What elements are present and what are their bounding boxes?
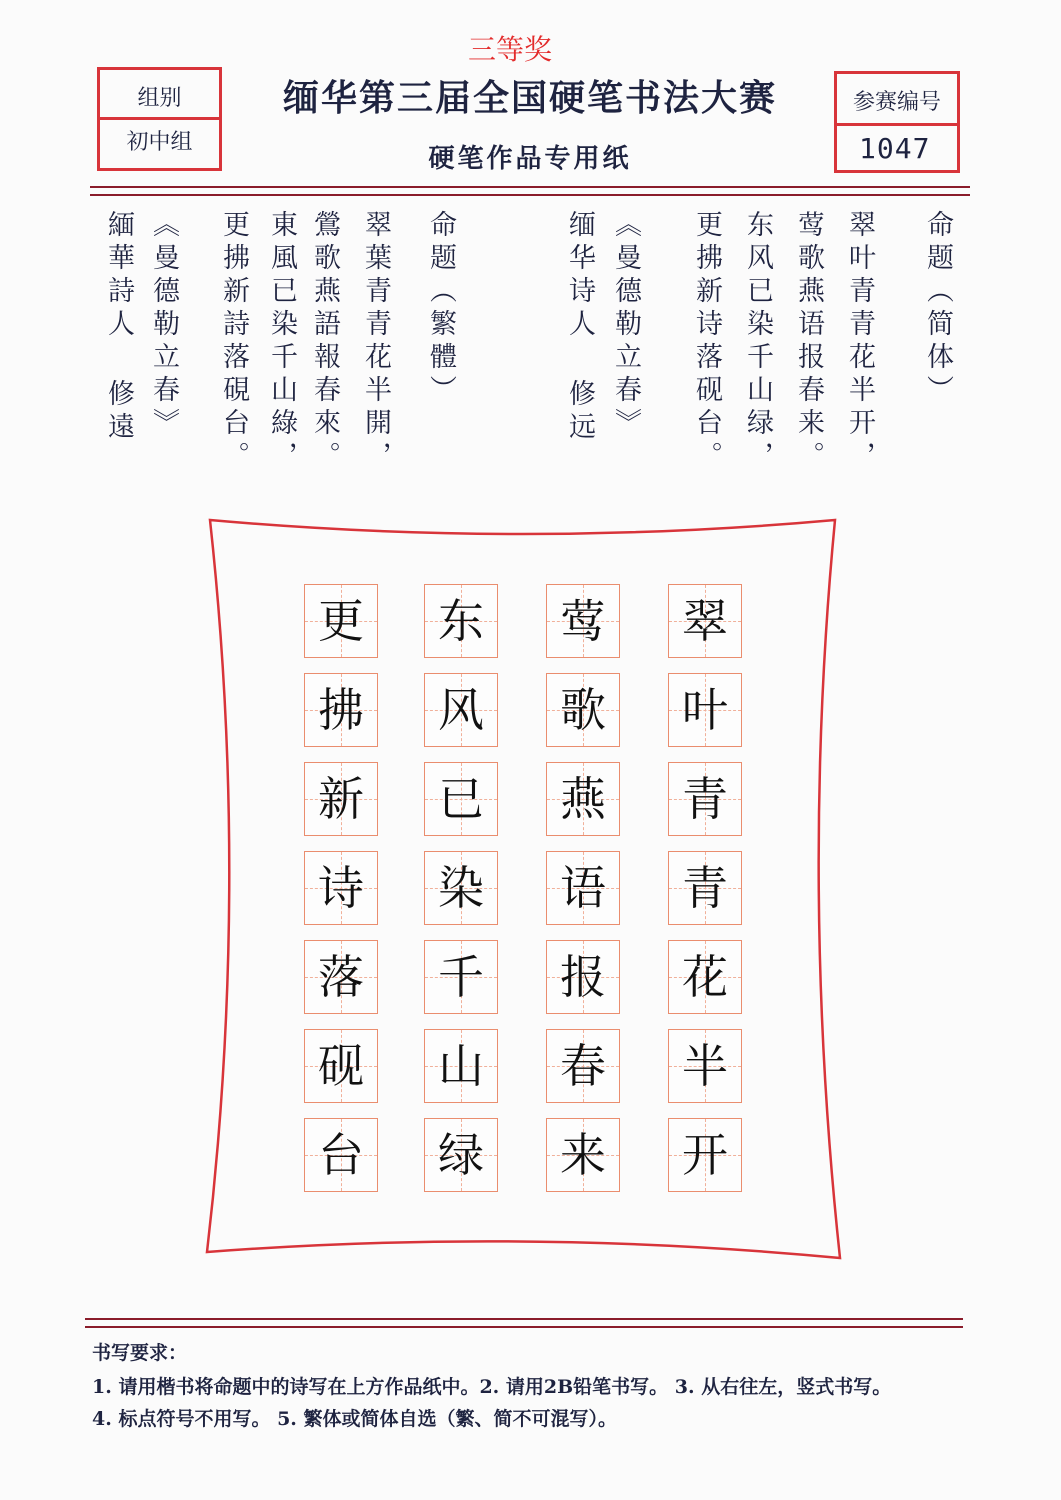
grid-cell [304,851,378,925]
grid-char: 落 [318,950,364,1004]
grid-char: 半 [682,1039,728,1093]
grid-cell [668,673,742,747]
entry-id-label: 参赛编号 [837,74,957,126]
traditional-line-2: 鶯歌燕語報春來。 [309,210,340,474]
grid-cell [668,940,742,1014]
traditional-line-1: 翠葉青青花半開， [360,210,391,474]
traditional-line-4: 更拂新詩落硯台。 [218,210,249,474]
grid-cell [304,1118,378,1192]
grid-char: 拂 [318,683,364,737]
entry-id-box [834,71,960,173]
footer-rule-top [85,1318,963,1320]
header-rule-bottom [90,194,970,196]
group-box [97,67,222,171]
grid-cell [546,584,620,658]
grid-cell [304,584,378,658]
grid-cell [424,851,498,925]
grid-char: 东 [438,594,484,648]
grid-char: 绿 [438,1128,484,1182]
simplified-line-1: 翠叶青青花半开， [844,210,875,474]
grid-char: 山 [438,1039,484,1093]
grid-char: 千 [438,950,484,1004]
grid-char: 诗 [318,861,364,915]
grid-cell [304,673,378,747]
simplified-line-3: 东风已染千山绿， [742,210,773,474]
requirements-title: 书写要求： [92,1342,188,1364]
grid-cell [546,673,620,747]
group-label: 组别 [100,70,219,120]
grid-cell [668,1029,742,1103]
grid-cell [546,762,620,836]
grid-char: 风 [438,683,484,737]
traditional-line-3: 東風已染千山綠， [266,210,297,474]
grid-cell [546,851,620,925]
grid-cell [424,1118,498,1192]
grid-char: 开 [682,1128,728,1182]
grid-cell [546,1029,620,1103]
grid-char: 砚 [318,1039,364,1093]
grid-char: 叶 [682,683,728,737]
grid-char: 新 [318,772,364,826]
grid-cell [304,762,378,836]
header-rule-top [90,186,970,188]
simplified-heading: 命题（简体） [922,210,953,408]
page-subtitle: 硬笔作品专用纸 [428,144,632,174]
simplified-line-2: 莺歌燕语报春来。 [793,210,824,474]
grid-cell [668,584,742,658]
grid-cell [424,940,498,1014]
grid-char: 更 [318,594,364,648]
grid-char: 台 [318,1128,364,1182]
award-label: 三等奖 [467,33,552,66]
grid-char: 春 [560,1039,606,1093]
grid-char: 翠 [682,594,728,648]
grid-char: 青 [682,861,728,915]
grid-char: 染 [438,861,484,915]
simplified-author: 缅华诗人 修远 [564,210,595,445]
grid-cell [424,584,498,658]
simplified-line-4: 更拂新诗落砚台。 [691,210,722,474]
simplified-poem-title: 《曼德勒立春》 [610,210,641,441]
grid-cell [424,673,498,747]
grid-cell [546,940,620,1014]
traditional-heading: 命题（繁體） [425,210,456,408]
grid-cell [424,762,498,836]
grid-char: 青 [682,772,728,826]
grid-char: 来 [560,1128,606,1182]
entry-id-value: 1047 [859,132,931,165]
traditional-poem-title: 《曼德勒立春》 [148,210,179,441]
page-title: 缅华第三届全国硬笔书法大赛 [282,77,777,119]
grid-char: 歌 [560,683,606,737]
grid-char: 报 [560,950,606,1004]
grid-cell [668,851,742,925]
grid-char: 已 [438,772,484,826]
grid-cell [304,1029,378,1103]
grid-char: 燕 [560,772,606,826]
grid-cell [546,1118,620,1192]
requirements-line-1: 1. 请用楷书将命题中的诗写在上方作品纸中。2. 请用2B铅笔书写。 3. 从右往左，竖式书写。 [92,1376,892,1398]
group-value: 初中组 [126,130,193,155]
requirements-line-2: 4. 标点符号不用写。 5. 繁体或简体自选（繁、简不可混写）。 [92,1408,618,1430]
traditional-author: 緬華詩人 修遠 [103,210,134,445]
grid-cell [668,1118,742,1192]
grid-char: 花 [682,950,728,1004]
grid-char: 语 [560,861,606,915]
grid-char: 莺 [560,594,606,648]
footer-rule-bottom [85,1326,963,1328]
grid-cell [304,940,378,1014]
grid-cell [424,1029,498,1103]
grid-cell [668,762,742,836]
